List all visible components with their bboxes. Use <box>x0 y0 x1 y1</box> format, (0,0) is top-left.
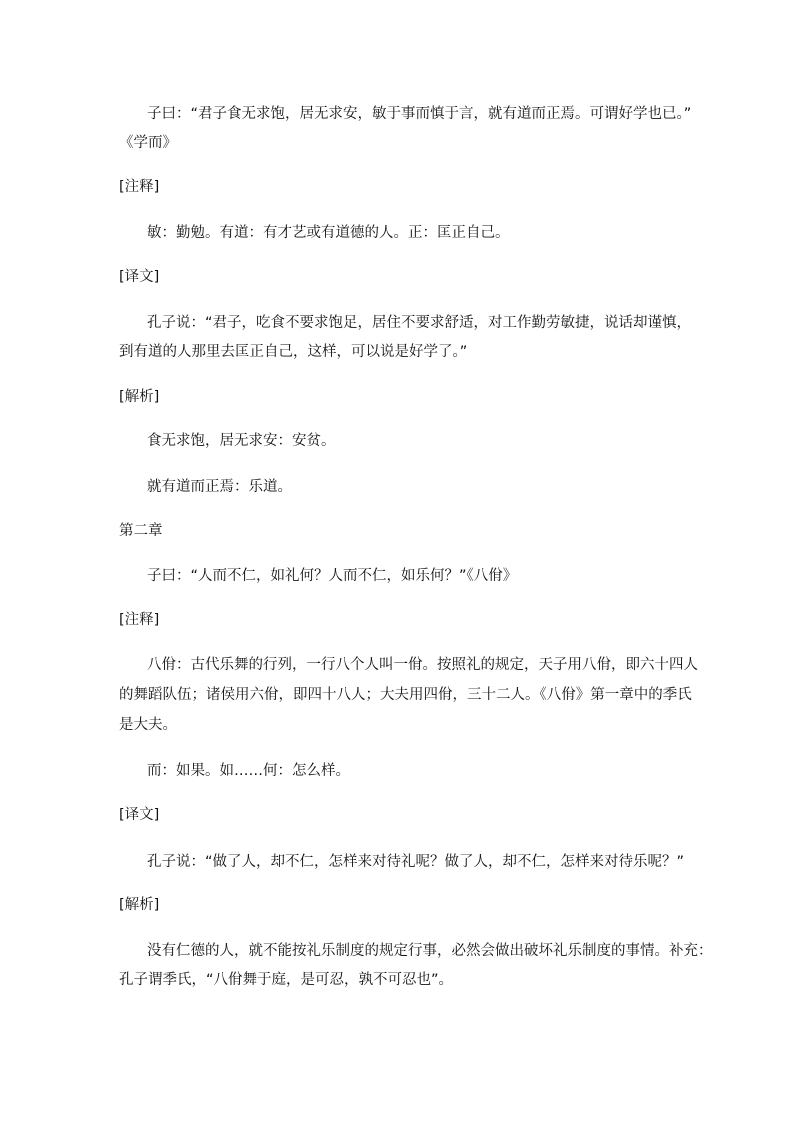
analysis-label: [解析] <box>119 389 160 405</box>
quote-source: 《学而》 <box>119 135 177 151</box>
chapter2-analysis-label: [解析] <box>119 897 160 913</box>
translation-label: [译文] <box>119 269 160 285</box>
chapter2-annotation-line-2: 的舞蹈队伍；诸侯用六佾，即四十八人；大夫用四佾，三十二人。《八佾》第一章中的季氏 <box>119 687 692 703</box>
chapter2-analysis-line-2: 孔子谓季氏，“八佾舞于庭，是可忍，孰不可忍也”。 <box>119 972 454 988</box>
chapter2-quote: 子曰：“人而不仁，如礼何？人而不仁，如乐何？”《八佾》 <box>147 568 518 584</box>
chapter2-annotation-line-3: 是大夫。 <box>119 717 177 733</box>
chapter2-annotation-label: [注释] <box>119 612 160 628</box>
analysis-line-1: 食无求饱，居无求安：安贫。 <box>147 433 336 449</box>
analysis-line-2: 就有道而正焉：乐道。 <box>147 479 292 495</box>
annotation-label: [注释] <box>119 179 160 195</box>
annotation-text: 敏：勤勉。有道：有才艺或有道德的人。正：匡正自己。 <box>147 225 510 241</box>
quote-line-1: 子曰：“君子食无求饱，居无求安，敏于事而慎于言，就有道而正焉。可谓好学也已。” <box>147 106 692 122</box>
chapter2-translation-label: [译文] <box>119 807 160 823</box>
chapter2-annotation-line-1: 八佾：古代乐舞的行列，一行八个人叫一佾。按照礼的规定，天子用八佾，即六十四人 <box>147 657 698 673</box>
chapter2-annotation-text-2: 而：如果。如……何：怎么样。 <box>147 763 350 779</box>
translation-line-2: 到有道的人那里去匡正自己，这样，可以说是好学了。” <box>119 344 468 360</box>
translation-line-1: 孔子说：“君子，吃食不要求饱足，居住不要求舒适，对工作勤劳敏捷，说话却谨慎， <box>147 315 692 331</box>
chapter2-translation-text: 孔子说：“做了人，却不仁，怎样来对待礼呢？做了人，却不仁，怎样来对待乐呢？” <box>147 854 685 870</box>
chapter-title: 第二章 <box>119 523 163 539</box>
chapter2-analysis-line-1: 没有仁德的人，就不能按礼乐制度的规定行事，必然会做出破坏礼乐制度的事情。补充： <box>147 943 713 959</box>
